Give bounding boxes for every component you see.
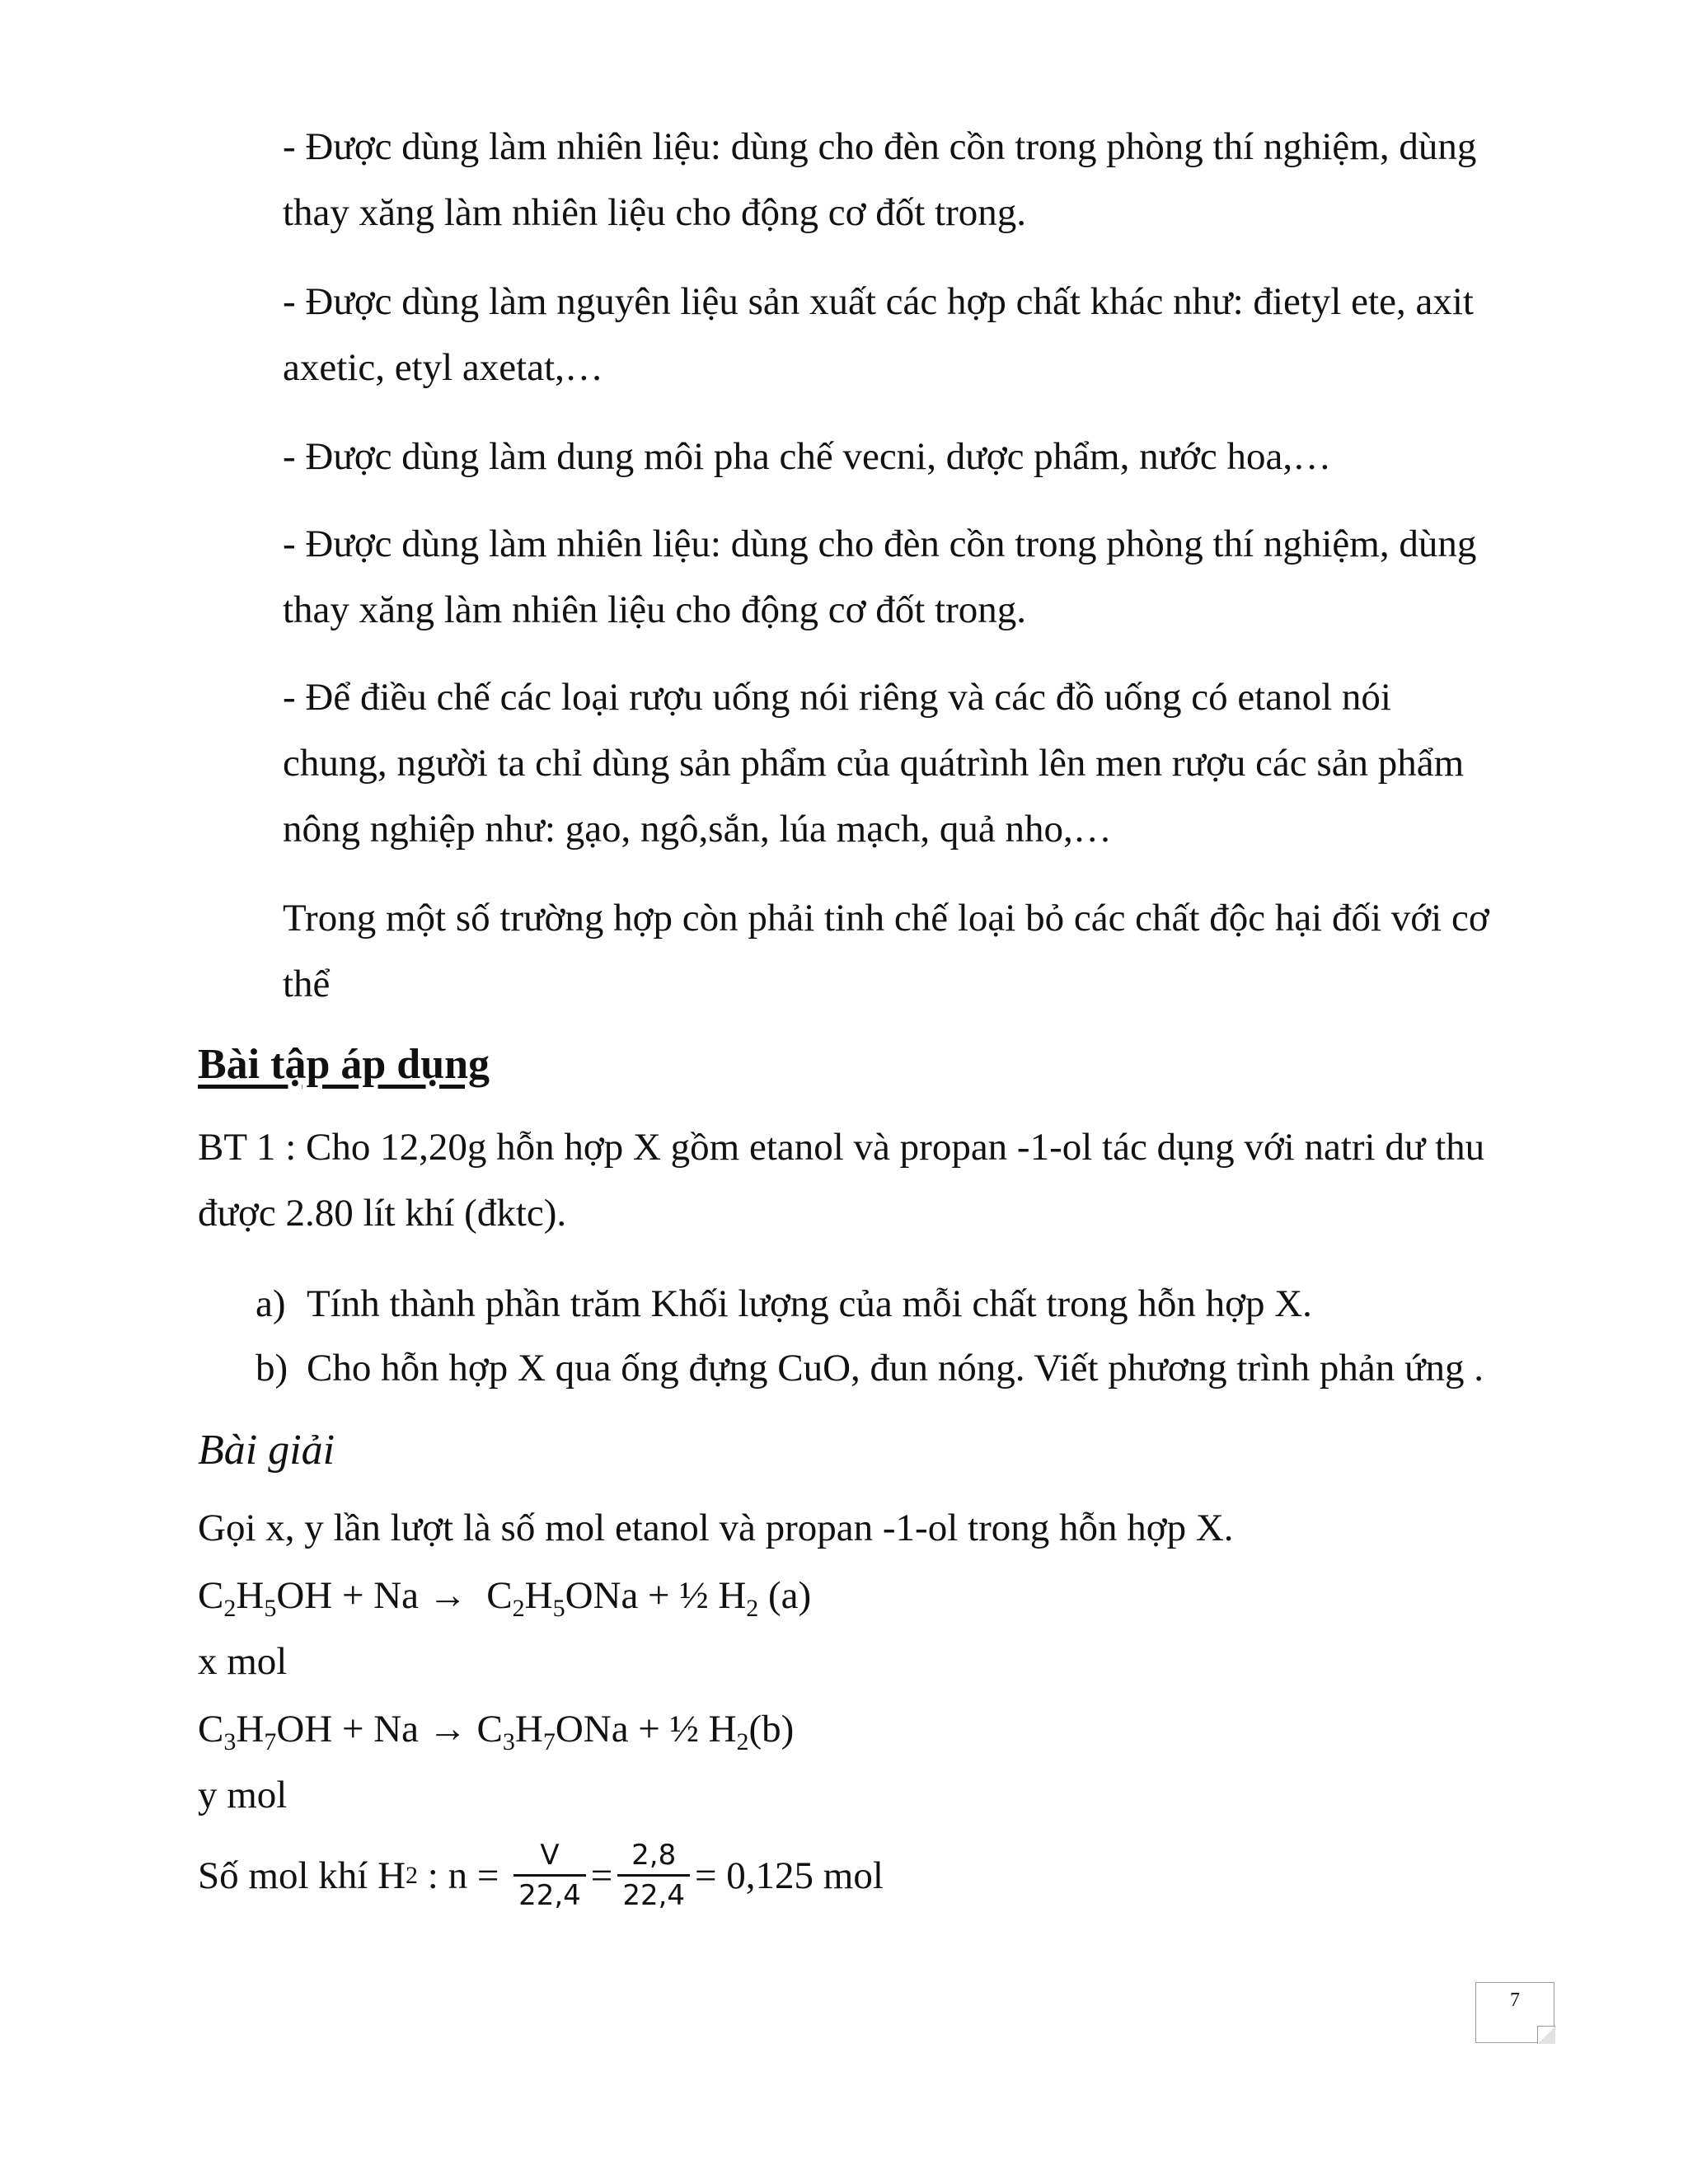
x-mol-label: x mol (198, 1640, 288, 1683)
problem-statement (198, 1114, 1517, 1246)
text-line: Trong một số trường hợp còn phải tinh chế loại bỏ các chất độc hại đối với cơ (283, 897, 1489, 940)
text-line: BT 1 : Cho 12,20g hỗn hợp X gồm etanol và propan -1-ol tác dụng với natri dư thu (198, 1126, 1485, 1169)
text-line: chung, người ta chỉ dùng sản phẩm của quátrình lên men rượu các sản phẩm (283, 742, 1465, 785)
section-heading: Bài tập áp dụng (198, 1041, 490, 1088)
mol-text: Số mol khí H (198, 1854, 406, 1897)
text-line: thay xăng làm nhiên liệu cho động cơ đốt trong. (283, 588, 1026, 631)
text-line: thay xăng làm nhiên liệu cho động cơ đốt trong. (283, 191, 1026, 234)
equals-sign: = (590, 1854, 613, 1897)
problem-item-b (256, 1335, 1484, 1401)
item-label: a) (256, 1282, 286, 1325)
mol-calculation: Số mol khí H 2 : n = $\frac{V}{22,4}$ = $\frac{2,8}{22,4}$ = 0,125 mol (198, 1836, 884, 1915)
text-line: - Được dùng làm nhiên liệu: dùng cho đèn cồn trong phòng thí nghiệm, dùng (283, 523, 1477, 565)
item-text: Cho hỗn hợp X qua ống đựng CuO, đun nóng. Viết phương trình phản ứng . (307, 1347, 1484, 1390)
equation-a: $C_2H_5OH + Na \to C_2H_5ONa$ + ½ $H_2$ (a) (198, 1574, 812, 1622)
paragraph-refining (283, 885, 1494, 1017)
item-text: Tính thành phần trăm Khối lượng của mỗi chất trong hỗn hợp X. (307, 1282, 1312, 1325)
equation-b: $C_3H_7OH + Na \to C_3H_7ONa$ + ½ $H_2(b)$ (198, 1708, 795, 1755)
text-line: - Được dùng làm dung môi pha chế vecni, dược phẩm, nước hoa,… (283, 435, 1332, 478)
fraction-numerator: V (513, 1836, 586, 1877)
fraction-2-8-over-22-4 (617, 1836, 690, 1915)
text-line: nông nghiệp như: gạo, ngô,sắn, lúa mạch, quả nho,… (283, 808, 1112, 851)
text-line: - Được dùng làm nhiên liệu: dùng cho đèn cồn trong phòng thí nghiệm, dùng (283, 125, 1477, 168)
paragraph-fuel-use (283, 114, 1494, 246)
text-line: được 2.80 lít khí (đktc). (198, 1192, 567, 1235)
fraction-denominator: 22,4 (622, 1879, 686, 1912)
solution-intro: Gọi x, y lần lượt là số mol etanol và propan -1-ol trong hỗn hợp X. (198, 1507, 1234, 1549)
y-mol-label: y mol (198, 1774, 288, 1816)
fraction-denominator: 22,4 (518, 1879, 581, 1912)
paragraph-beverages (283, 664, 1494, 862)
paragraph-fuel-use-repeat (283, 511, 1494, 643)
fraction-v-over-22-4 (513, 1836, 586, 1915)
item-label: b) (256, 1347, 288, 1390)
fraction-numerator: 2,8 (617, 1836, 690, 1877)
text-line: axetic, etyl axetat,… (283, 346, 603, 389)
mol-mid: : n = (418, 1854, 509, 1897)
page-fold-corner (1537, 2026, 1555, 2044)
paragraph-raw-material (283, 269, 1494, 401)
mol-result: = 0,125 mol (695, 1854, 884, 1897)
page-number: 7 (1510, 1990, 1520, 2011)
text-line: - Được dùng làm nguyên liệu sản xuất các hợp chất khác như: đietyl ete, axit (283, 280, 1474, 323)
problem-item-a (256, 1271, 1312, 1337)
text-line: thể (283, 963, 331, 1005)
paragraph-solvent (283, 424, 1494, 490)
page-number-box (1475, 1982, 1554, 2043)
solution-title: Bài giải (198, 1427, 335, 1474)
text-line: - Để điều chế các loại rượu uống nói riêng và các đồ uống có etanol nói (283, 676, 1391, 719)
